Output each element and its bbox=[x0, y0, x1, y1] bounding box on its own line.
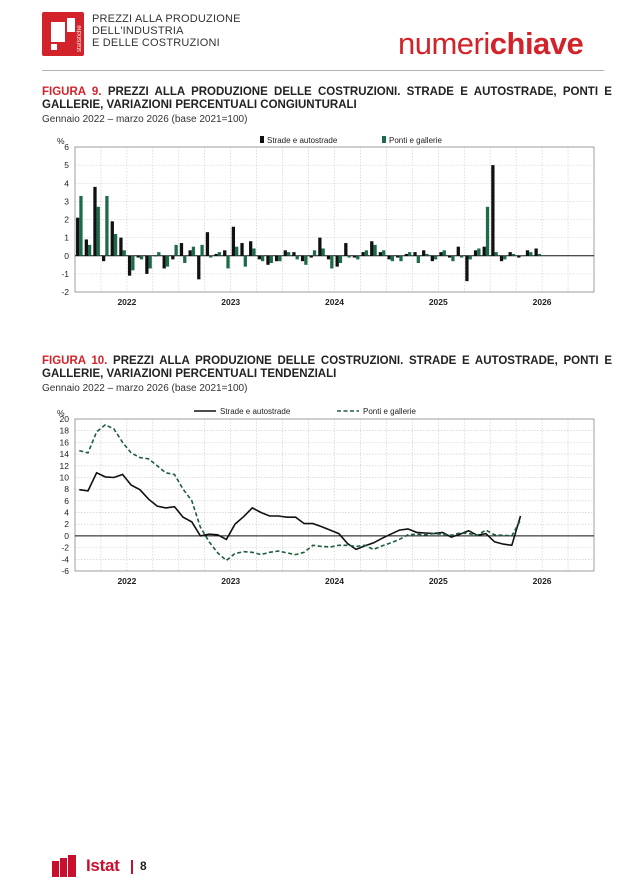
figure-9-number: FIGURA 9. bbox=[42, 86, 102, 98]
bar-ponti bbox=[252, 249, 255, 256]
bar-ponti bbox=[183, 256, 186, 263]
brand-light: numeri bbox=[398, 26, 490, 61]
bar-strade bbox=[405, 254, 408, 256]
chart-figure-9 bbox=[42, 128, 602, 316]
y-tick-label: 12 bbox=[59, 460, 69, 471]
brand-numerichiave bbox=[398, 26, 583, 62]
bar-strade bbox=[526, 250, 529, 255]
bar-strade bbox=[154, 256, 157, 257]
bar-strade bbox=[431, 256, 434, 261]
bar-strade bbox=[188, 250, 191, 255]
x-tick-label: 2025 bbox=[428, 297, 448, 307]
legend-label: Strade e autostrade bbox=[267, 136, 338, 145]
bar-ponti bbox=[287, 252, 290, 256]
bar-ponti bbox=[270, 256, 273, 263]
bar-strade bbox=[206, 232, 209, 256]
bar-strade bbox=[310, 256, 313, 258]
x-tick-label: 2022 bbox=[117, 297, 137, 307]
bar-ponti bbox=[79, 196, 82, 256]
unit-label: % bbox=[57, 408, 65, 418]
x-tick-label: 2026 bbox=[532, 297, 552, 307]
y-tick-label: 4 bbox=[64, 178, 69, 189]
x-tick-label: 2023 bbox=[221, 297, 241, 307]
legend-label: Ponti e gallerie bbox=[389, 136, 442, 145]
bar-ponti bbox=[486, 207, 489, 256]
legend-swatch bbox=[260, 136, 264, 143]
bar-strade bbox=[145, 256, 148, 274]
figure-9-subtitle: Gennaio 2022 – marzo 2026 (base 2021=100) bbox=[42, 114, 248, 125]
bar-strade bbox=[266, 256, 269, 265]
y-tick-label: 1 bbox=[64, 232, 69, 243]
bar-ponti bbox=[425, 254, 428, 256]
bar-strade bbox=[336, 256, 339, 267]
header-line-1: PREZZI ALLA PRODUZIONE bbox=[92, 13, 241, 25]
bar-strade bbox=[76, 218, 79, 256]
bar-ponti bbox=[469, 256, 472, 260]
page-number: 8 bbox=[140, 859, 147, 873]
bar-ponti bbox=[114, 234, 117, 256]
x-tick-label: 2024 bbox=[325, 297, 344, 307]
y-tick-label: 6 bbox=[64, 142, 69, 152]
bar-ponti bbox=[149, 256, 152, 269]
line-ponti bbox=[79, 425, 520, 561]
y-tick-label: 5 bbox=[64, 160, 69, 171]
footer-brand: Istat bbox=[86, 856, 120, 875]
y-tick-label: 3 bbox=[64, 196, 69, 207]
bar-strade bbox=[361, 252, 364, 256]
x-tick-label: 2025 bbox=[428, 576, 448, 586]
y-tick-label: 20 bbox=[59, 414, 69, 424]
bar-ponti bbox=[88, 245, 91, 256]
bar-ponti bbox=[356, 256, 359, 260]
bar-ponti bbox=[200, 245, 203, 256]
bar-strade bbox=[327, 256, 330, 260]
bar-strade bbox=[491, 165, 494, 256]
bar-strade bbox=[137, 256, 140, 258]
legend-label: Ponti e gallerie bbox=[363, 407, 416, 416]
bar-ponti bbox=[174, 245, 177, 256]
bar-ponti bbox=[157, 252, 160, 256]
figure-10-subtitle: Gennaio 2022 – marzo 2026 (base 2021=100) bbox=[42, 383, 248, 394]
bar-ponti bbox=[434, 256, 437, 260]
bar-strade bbox=[500, 256, 503, 261]
bar-ponti bbox=[451, 256, 454, 261]
bar-strade bbox=[509, 252, 512, 256]
footer-separator bbox=[131, 860, 133, 874]
y-tick-label: 0 bbox=[64, 250, 69, 261]
bar-strade bbox=[344, 243, 347, 256]
figure-9-title bbox=[42, 86, 612, 112]
bar-ponti bbox=[166, 256, 169, 267]
bar-ponti bbox=[209, 256, 212, 258]
bar-strade bbox=[119, 238, 122, 256]
y-tick-label: 0 bbox=[64, 530, 69, 541]
bar-ponti bbox=[192, 247, 195, 256]
bar-ponti bbox=[261, 256, 264, 261]
bar-ponti bbox=[460, 256, 463, 258]
bar-strade bbox=[284, 250, 287, 255]
bar-strade bbox=[422, 250, 425, 255]
bar-strade bbox=[128, 256, 131, 276]
bar-strade bbox=[465, 256, 468, 281]
bar-strade bbox=[258, 256, 261, 260]
bar-strade bbox=[301, 256, 304, 261]
bar-ponti bbox=[97, 207, 100, 256]
bar-strade bbox=[275, 256, 278, 261]
bar-strade bbox=[163, 256, 166, 269]
bar-ponti bbox=[313, 250, 316, 255]
x-tick-label: 2026 bbox=[532, 576, 552, 586]
bar-ponti bbox=[503, 256, 506, 260]
figure-10-title-text: PREZZI ALLA PRODUZIONE DELLE COSTRUZIONI. STRADE E AUTOSTRADE, PONTI E GALLERIE, VARIAZIONI PERCENTUALI TENDENZIALI bbox=[42, 355, 612, 380]
bar-strade bbox=[93, 187, 96, 256]
bar-strade bbox=[171, 256, 174, 260]
legend-label: Strade e autostrade bbox=[220, 407, 291, 416]
x-tick-label: 2024 bbox=[325, 576, 344, 586]
bar-ponti bbox=[296, 256, 299, 260]
bar-strade bbox=[232, 227, 235, 256]
unit-label: % bbox=[57, 136, 65, 146]
bar-strade bbox=[223, 250, 226, 255]
istat-logo-icon bbox=[52, 855, 78, 877]
bar-ponti bbox=[322, 249, 325, 256]
y-tick-label: 4 bbox=[64, 507, 69, 518]
line-strade bbox=[79, 473, 520, 550]
bar-strade bbox=[379, 252, 382, 256]
bar-strade bbox=[85, 239, 88, 255]
bar-ponti bbox=[330, 256, 333, 269]
bar-strade bbox=[474, 250, 477, 255]
bar-ponti bbox=[235, 247, 238, 256]
bar-strade bbox=[180, 243, 183, 256]
bar-strade bbox=[318, 238, 321, 256]
bar-ponti bbox=[382, 250, 385, 255]
y-tick-label: -2 bbox=[61, 287, 69, 297]
bar-strade bbox=[249, 241, 252, 256]
bar-strade bbox=[292, 252, 295, 256]
bar-ponti bbox=[140, 256, 143, 260]
bar-ponti bbox=[538, 254, 541, 256]
y-tick-label: 14 bbox=[59, 449, 69, 460]
bar-strade bbox=[240, 243, 243, 256]
y-tick-label: -1 bbox=[61, 268, 69, 279]
figure-9-title-text: PREZZI ALLA PRODUZIONE DELLE COSTRUZIONI. STRADE E AUTOSTRADE, PONTI E GALLERIE, VARIAZIONI PERCENTUALI CONGIUNTURALI bbox=[42, 86, 612, 111]
bar-ponti bbox=[399, 256, 402, 261]
bar-ponti bbox=[408, 252, 411, 256]
bar-ponti bbox=[218, 252, 221, 256]
bar-strade bbox=[448, 256, 451, 258]
bar-ponti bbox=[365, 250, 368, 255]
bar-ponti bbox=[373, 245, 376, 256]
y-tick-label: -4 bbox=[61, 554, 69, 565]
bar-strade bbox=[111, 221, 114, 255]
x-tick-label: 2023 bbox=[221, 576, 241, 586]
y-tick-label: 16 bbox=[59, 437, 69, 448]
bar-strade bbox=[483, 247, 486, 256]
bar-ponti bbox=[244, 256, 247, 267]
bar-ponti bbox=[226, 256, 229, 269]
y-tick-label: 10 bbox=[59, 472, 69, 483]
bar-ponti bbox=[391, 256, 394, 261]
y-tick-label: -2 bbox=[61, 542, 69, 553]
bar-strade bbox=[534, 249, 537, 256]
statistiche-logo bbox=[42, 12, 84, 56]
y-tick-label: -6 bbox=[61, 566, 69, 576]
y-tick-label: 2 bbox=[64, 519, 69, 530]
x-tick-label: 2022 bbox=[117, 576, 137, 586]
brand-bold: chiave bbox=[489, 26, 584, 61]
header-section-title bbox=[92, 13, 241, 49]
bar-strade bbox=[370, 241, 373, 256]
bar-strade bbox=[439, 252, 442, 256]
bar-strade bbox=[396, 256, 399, 258]
bar-ponti bbox=[443, 250, 446, 255]
bar-ponti bbox=[123, 250, 126, 255]
bar-ponti bbox=[477, 249, 480, 256]
bar-ponti bbox=[512, 254, 515, 256]
chart-figure-10 bbox=[42, 400, 602, 588]
bar-ponti bbox=[339, 256, 342, 263]
bar-strade bbox=[214, 254, 217, 256]
bar-strade bbox=[413, 252, 416, 256]
bar-strade bbox=[197, 256, 200, 280]
figure-10-title bbox=[42, 355, 612, 381]
bar-strade bbox=[457, 247, 460, 256]
logo-vertical-text: statistiche bbox=[77, 25, 83, 52]
bar-ponti bbox=[131, 256, 134, 271]
bar-ponti bbox=[278, 256, 281, 261]
header-divider bbox=[42, 70, 604, 71]
y-tick-label: 2 bbox=[64, 214, 69, 225]
bar-ponti bbox=[304, 256, 307, 265]
bar-ponti bbox=[529, 252, 532, 256]
y-tick-label: 6 bbox=[64, 495, 69, 506]
bar-ponti bbox=[105, 196, 108, 256]
legend-swatch bbox=[382, 136, 386, 143]
bar-ponti bbox=[520, 256, 523, 257]
bar-ponti bbox=[495, 252, 498, 256]
header-line-2: DELL'INDUSTRIA bbox=[92, 25, 184, 37]
bar-ponti bbox=[417, 256, 420, 263]
y-tick-label: 8 bbox=[64, 484, 69, 495]
bar-strade bbox=[517, 256, 520, 258]
y-tick-label: 18 bbox=[59, 425, 69, 436]
bar-ponti bbox=[347, 256, 350, 258]
bar-strade bbox=[387, 256, 390, 260]
bar-strade bbox=[102, 256, 105, 261]
bar-strade bbox=[353, 256, 356, 258]
figure-10-number: FIGURA 10. bbox=[42, 355, 108, 367]
header-line-3: E DELLE COSTRUZIONI bbox=[92, 37, 220, 49]
